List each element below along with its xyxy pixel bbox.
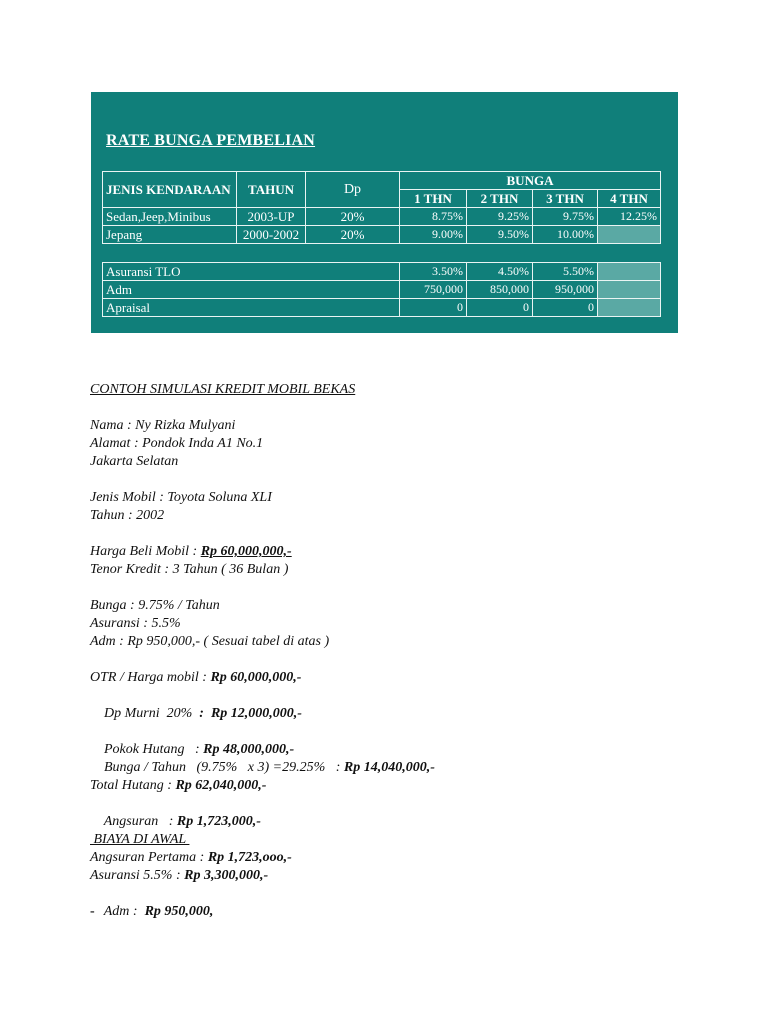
fee-value-2: 0 xyxy=(467,299,533,317)
upfront-admin-label: Adm : xyxy=(103,904,142,919)
header-year-2: 2 THN xyxy=(467,190,533,208)
fee-value-2: 850,000 xyxy=(467,281,533,299)
fee-value-3: 0 xyxy=(533,299,598,317)
yearly-interest-value: Rp 14,040,000,- xyxy=(343,760,435,775)
first-installment-label: Angsuran Pertama : xyxy=(90,850,208,865)
upfront-admin-line xyxy=(90,885,710,919)
fee-row-apraisal xyxy=(103,299,661,317)
cell-jenis: Jepang xyxy=(103,226,237,244)
upfront-admin-value: Rp 950,000, xyxy=(141,904,214,919)
down-payment-label: Dp Murni 20% xyxy=(104,706,193,721)
fee-row-asuransi xyxy=(103,263,661,281)
cell-jenis: Sedan,Jeep,Minibus xyxy=(103,208,237,226)
fee-value-1: 0 xyxy=(400,299,467,317)
credit-tenor: Tenor Kredit : 3 Tahun ( 36 Bulan ) xyxy=(90,562,289,577)
purchase-price-value: Rp 60,000,000,- xyxy=(200,544,292,559)
cell-rate-4-empty xyxy=(598,226,661,244)
principal-value: Rp 48,000,000,- xyxy=(203,742,295,757)
down-payment-line xyxy=(90,687,710,721)
rate-card xyxy=(91,92,678,333)
header-tahun: TAHUN xyxy=(237,172,306,208)
rate-card-title: RATE BUNGA PEMBELIAN xyxy=(106,132,316,149)
fee-value-2: 4.50% xyxy=(467,263,533,281)
interest-rate: Bunga : 9.75% / Tahun xyxy=(90,598,220,613)
fee-value-4-empty xyxy=(598,299,661,317)
principal-label: Pokok Hutang : xyxy=(104,742,204,757)
customer-address: Alamat : Pondok Inda A1 No.1 xyxy=(90,436,264,451)
total-debt-line xyxy=(90,777,710,795)
cell-rate-1: 9.00% xyxy=(400,226,467,244)
purchase-price-line xyxy=(90,543,710,561)
insurance-rate: Asuransi : 5.5% xyxy=(90,616,181,631)
cell-rate-1: 8.75% xyxy=(400,208,467,226)
header-year-4: 4 THN xyxy=(598,190,661,208)
cell-rate-3: 10.00% xyxy=(533,226,598,244)
upfront-insurance-label: Asuransi 5.5% : xyxy=(90,868,185,883)
total-debt-value: Rp 62,040,000,- xyxy=(175,778,267,793)
first-installment-value: Rp 1,723,ooo,- xyxy=(207,850,292,865)
down-payment-value: Rp 12,000,000,- xyxy=(210,706,302,721)
cell-rate-3: 9.75% xyxy=(533,208,598,226)
rate-row-sedan xyxy=(103,208,661,226)
header-bunga: BUNGA xyxy=(400,172,661,190)
fee-table xyxy=(102,262,661,317)
trailing-dash: - xyxy=(90,904,95,919)
otr-value: Rp 60,000,000,- xyxy=(210,670,302,685)
principal-line xyxy=(90,723,710,757)
cell-rate-2: 9.50% xyxy=(467,226,533,244)
installment-label: Angsuran : xyxy=(103,814,177,829)
upfront-insurance-line xyxy=(90,867,710,885)
installment-value: Rp 1,723,000,- xyxy=(176,814,261,829)
rate-table xyxy=(102,171,661,244)
cell-rate-4: 12.25% xyxy=(598,208,661,226)
cell-dp: 20% xyxy=(306,226,400,244)
admin-fee: Adm : Rp 950,000,- ( Sesuai tabel di atas ) xyxy=(90,634,330,649)
installment-line xyxy=(90,795,710,829)
fee-value-1: 3.50% xyxy=(400,263,467,281)
customer-city: Jakarta Selatan xyxy=(90,454,179,469)
fee-row-adm xyxy=(103,281,661,299)
otr-label: OTR / Harga mobil : xyxy=(90,670,211,685)
fee-value-4-empty xyxy=(598,281,661,299)
header-year-3: 3 THN xyxy=(533,190,598,208)
fee-value-4-empty xyxy=(598,263,661,281)
car-type: Jenis Mobil : Toyota Soluna XLI xyxy=(90,490,272,505)
fee-label: Asuransi TLO xyxy=(103,263,400,281)
yearly-interest-label: Bunga / Tahun (9.75% x 3) =29.25% : xyxy=(104,760,344,775)
upfront-insurance-value: Rp 3,300,000,- xyxy=(184,868,269,883)
customer-name: Nama : Ny Rizka Mulyani xyxy=(90,418,236,433)
simulation-document xyxy=(90,381,710,921)
car-year: Tahun : 2002 xyxy=(90,508,165,523)
header-jenis-kendaraan: JENIS KENDARAAN xyxy=(103,172,237,208)
simulation-heading: CONTOH SIMULASI KREDIT MOBIL BEKAS xyxy=(90,382,356,397)
fee-label: Adm xyxy=(103,281,400,299)
first-installment-line xyxy=(90,849,710,867)
total-debt-label: Total Hutang : xyxy=(90,778,176,793)
fee-value-3: 5.50% xyxy=(533,263,598,281)
purchase-price-label: Harga Beli Mobil : xyxy=(90,544,201,559)
cell-rate-2: 9.25% xyxy=(467,208,533,226)
fee-value-1: 750,000 xyxy=(400,281,467,299)
fee-value-3: 950,000 xyxy=(533,281,598,299)
header-dp: Dp xyxy=(306,172,400,208)
upfront-costs-heading: BIAYA DI AWAL xyxy=(90,832,190,847)
otr-line xyxy=(90,669,710,687)
cell-tahun: 2003-UP xyxy=(237,208,306,226)
fee-label: Apraisal xyxy=(103,299,400,317)
rate-row-jepang xyxy=(103,226,661,244)
cell-dp: 20% xyxy=(306,208,400,226)
header-year-1: 1 THN xyxy=(400,190,467,208)
down-payment-colon: : xyxy=(192,706,211,721)
cell-tahun: 2000-2002 xyxy=(237,226,306,244)
rate-table-header-row xyxy=(103,172,661,190)
